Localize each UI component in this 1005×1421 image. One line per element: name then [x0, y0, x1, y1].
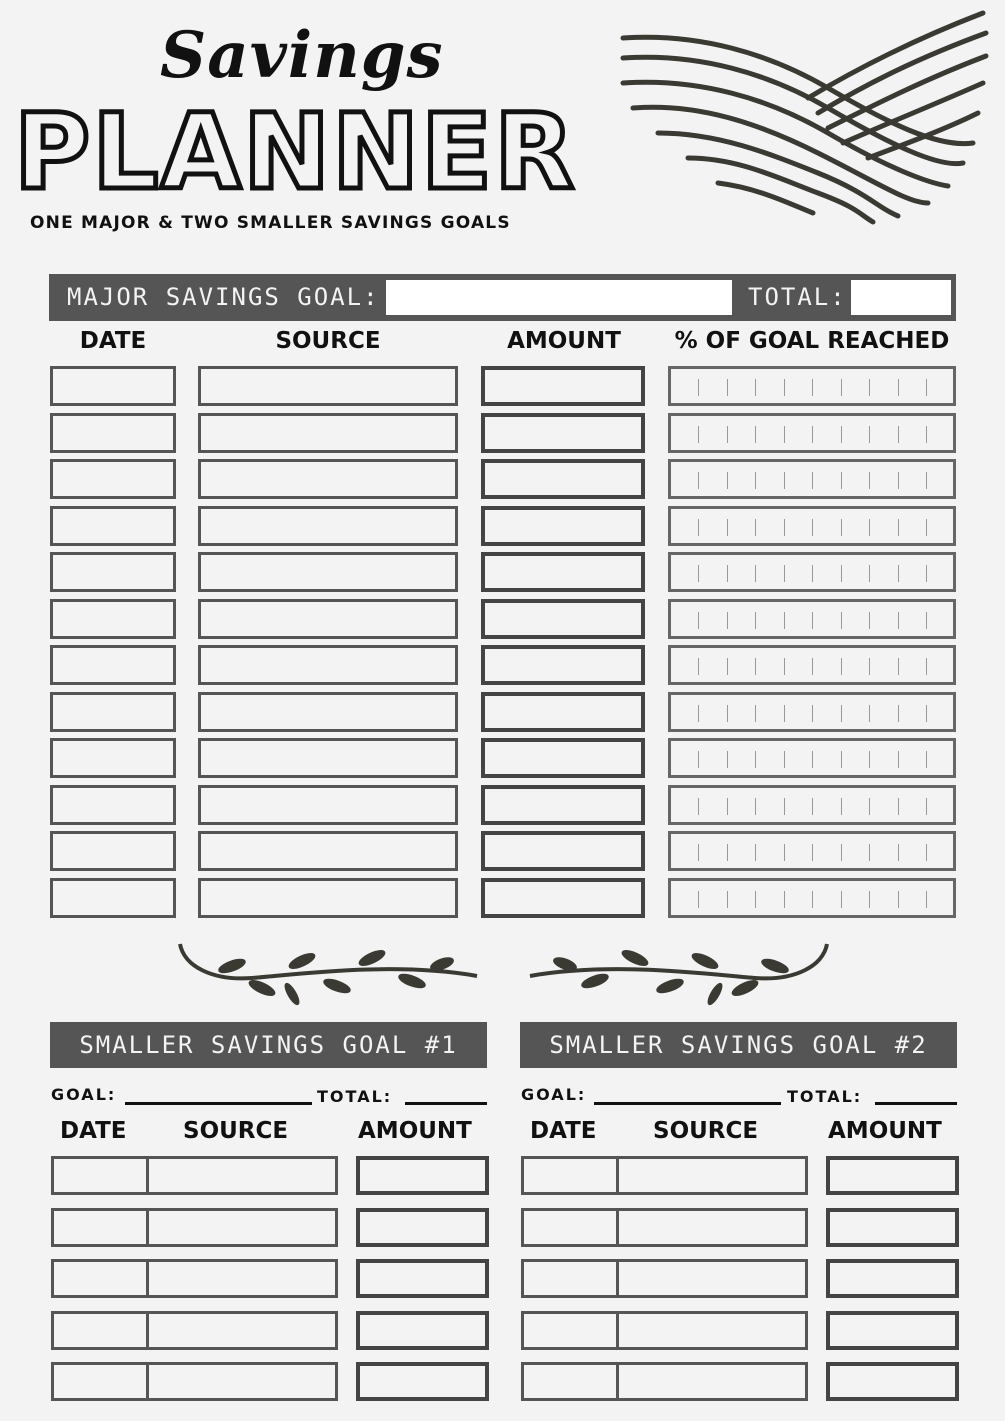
- percent-cell[interactable]: [668, 645, 956, 685]
- percent-tick: [841, 519, 842, 536]
- percent-tick: [812, 519, 813, 536]
- percent-tick: [784, 426, 785, 443]
- percent-tick: [698, 612, 699, 629]
- percent-cell[interactable]: [668, 459, 956, 499]
- source-cell[interactable]: [198, 738, 458, 778]
- date-cell[interactable]: [50, 506, 176, 546]
- amount-cell[interactable]: [481, 738, 645, 778]
- small-goal-2-total-label: TOTAL:: [787, 1087, 863, 1106]
- page-subtitle: ONE MAJOR & TWO SMALLER SAVINGS GOALS: [30, 213, 511, 233]
- amount-cell[interactable]: [481, 413, 645, 453]
- amount-cell[interactable]: [481, 645, 645, 685]
- date-cell[interactable]: [50, 738, 176, 778]
- percent-tick: [812, 426, 813, 443]
- small-goal-1-goal-label: GOAL:: [51, 1085, 117, 1104]
- percent-cell[interactable]: [668, 738, 956, 778]
- percent-tick: [784, 565, 785, 582]
- amount-cell[interactable]: [481, 785, 645, 825]
- col-percent: % OF GOAL REACHED: [674, 328, 950, 354]
- cell-divider: [616, 1159, 619, 1192]
- major-total-label: TOTAL:: [748, 283, 847, 311]
- percent-tick: [841, 844, 842, 861]
- percent-tick: [784, 519, 785, 536]
- percent-tick: [812, 472, 813, 489]
- percent-cell[interactable]: [668, 413, 956, 453]
- small-goal-2-bar: [520, 1022, 957, 1068]
- small-goal-1-col-source: SOURCE: [183, 1118, 289, 1144]
- date-cell[interactable]: [50, 692, 176, 732]
- small-goal-1-col-amount: AMOUNT: [358, 1118, 472, 1144]
- percent-tick: [841, 565, 842, 582]
- percent-tick: [784, 658, 785, 675]
- percent-cell[interactable]: [668, 785, 956, 825]
- percent-tick: [841, 751, 842, 768]
- percent-tick: [698, 379, 699, 396]
- percent-tick: [698, 565, 699, 582]
- percent-cell[interactable]: [668, 366, 956, 406]
- percent-cell[interactable]: [668, 599, 956, 639]
- date-source-cell[interactable]: [51, 1208, 338, 1247]
- source-cell[interactable]: [198, 459, 458, 499]
- percent-tick: [812, 658, 813, 675]
- percent-tick: [784, 472, 785, 489]
- percent-tick: [926, 844, 927, 861]
- percent-tick: [812, 612, 813, 629]
- amount-cell[interactable]: [481, 692, 645, 732]
- cell-divider: [616, 1211, 619, 1244]
- date-cell[interactable]: [50, 366, 176, 406]
- percent-tick: [841, 426, 842, 443]
- source-cell[interactable]: [198, 831, 458, 871]
- small-goal-1-total-line[interactable]: [405, 1102, 487, 1105]
- percent-tick: [812, 891, 813, 908]
- right-branch-icon: [525, 936, 835, 1006]
- percent-tick: [898, 658, 899, 675]
- percent-tick: [841, 891, 842, 908]
- percent-tick: [698, 426, 699, 443]
- percent-cell[interactable]: [668, 506, 956, 546]
- cell-divider: [146, 1314, 149, 1347]
- percent-tick: [698, 705, 699, 722]
- percent-tick: [698, 891, 699, 908]
- percent-tick: [869, 379, 870, 396]
- percent-tick: [784, 612, 785, 629]
- percent-tick: [727, 705, 728, 722]
- percent-tick: [926, 891, 927, 908]
- percent-tick: [869, 798, 870, 815]
- amount-cell[interactable]: [826, 1156, 959, 1195]
- percent-tick: [926, 798, 927, 815]
- percent-tick: [755, 891, 756, 908]
- percent-tick: [784, 891, 785, 908]
- amount-cell[interactable]: [826, 1208, 959, 1247]
- percent-tick: [698, 472, 699, 489]
- cell-divider: [616, 1365, 619, 1398]
- percent-tick: [727, 751, 728, 768]
- percent-cell[interactable]: [668, 552, 956, 592]
- amount-cell[interactable]: [481, 878, 645, 918]
- percent-tick: [898, 798, 899, 815]
- percent-tick: [727, 472, 728, 489]
- percent-tick: [784, 705, 785, 722]
- percent-tick: [926, 658, 927, 675]
- percent-tick: [841, 379, 842, 396]
- small-goal-2-col-amount: AMOUNT: [828, 1118, 942, 1144]
- amount-cell[interactable]: [481, 506, 645, 546]
- source-cell[interactable]: [198, 366, 458, 406]
- percent-tick: [926, 612, 927, 629]
- source-cell[interactable]: [198, 506, 458, 546]
- percent-tick: [869, 612, 870, 629]
- percent-tick: [755, 472, 756, 489]
- percent-tick: [698, 658, 699, 675]
- percent-tick: [869, 519, 870, 536]
- col-date: DATE: [79, 328, 147, 354]
- percent-tick: [869, 751, 870, 768]
- percent-tick: [926, 426, 927, 443]
- small-goal-2-col-source: SOURCE: [653, 1118, 759, 1144]
- amount-cell[interactable]: [826, 1362, 959, 1401]
- source-cell[interactable]: [198, 413, 458, 453]
- col-amount: AMOUNT: [507, 328, 621, 354]
- percent-tick: [869, 658, 870, 675]
- percent-tick: [755, 798, 756, 815]
- date-source-cell[interactable]: [521, 1362, 808, 1401]
- percent-tick: [926, 565, 927, 582]
- percent-tick: [755, 705, 756, 722]
- date-cell[interactable]: [50, 552, 176, 592]
- cell-divider: [146, 1262, 149, 1295]
- percent-tick: [841, 658, 842, 675]
- amount-cell[interactable]: [826, 1311, 959, 1350]
- percent-tick: [869, 472, 870, 489]
- amount-cell[interactable]: [481, 459, 645, 499]
- percent-tick: [755, 426, 756, 443]
- source-cell[interactable]: [198, 599, 458, 639]
- amount-cell[interactable]: [481, 366, 645, 406]
- source-cell[interactable]: [198, 785, 458, 825]
- percent-tick: [755, 519, 756, 536]
- percent-tick: [926, 472, 927, 489]
- small-goal-1-goal-line[interactable]: [125, 1102, 312, 1105]
- col-source: SOURCE: [275, 328, 381, 354]
- cell-divider: [616, 1314, 619, 1347]
- percent-tick: [812, 379, 813, 396]
- percent-tick: [698, 798, 699, 815]
- percent-tick: [755, 612, 756, 629]
- percent-tick: [898, 472, 899, 489]
- source-cell[interactable]: [198, 645, 458, 685]
- major-goal-field[interactable]: [386, 280, 732, 315]
- date-cell[interactable]: [50, 599, 176, 639]
- percent-tick: [898, 426, 899, 443]
- date-cell[interactable]: [50, 413, 176, 453]
- date-source-cell[interactable]: [51, 1311, 338, 1350]
- small-goal-2-heading: SMALLER SAVINGS GOAL #2: [549, 1031, 928, 1059]
- date-cell[interactable]: [50, 459, 176, 499]
- percent-tick: [812, 751, 813, 768]
- date-source-cell[interactable]: [51, 1156, 338, 1195]
- percent-tick: [869, 565, 870, 582]
- date-source-cell[interactable]: [51, 1259, 338, 1298]
- percent-tick: [869, 844, 870, 861]
- percent-tick: [898, 565, 899, 582]
- date-source-cell[interactable]: [521, 1259, 808, 1298]
- percent-tick: [727, 798, 728, 815]
- amount-cell[interactable]: [356, 1208, 489, 1247]
- source-cell[interactable]: [198, 692, 458, 732]
- percent-tick: [755, 751, 756, 768]
- amount-cell[interactable]: [481, 599, 645, 639]
- percent-tick: [755, 844, 756, 861]
- amount-cell[interactable]: [356, 1311, 489, 1350]
- percent-tick: [898, 379, 899, 396]
- percent-tick: [841, 705, 842, 722]
- percent-tick: [812, 565, 813, 582]
- percent-tick: [698, 844, 699, 861]
- small-goal-1-col-date: DATE: [60, 1118, 127, 1144]
- percent-tick: [841, 612, 842, 629]
- amount-cell[interactable]: [356, 1156, 489, 1195]
- date-cell[interactable]: [50, 831, 176, 871]
- percent-tick: [698, 519, 699, 536]
- small-goal-2-goal-label: GOAL:: [521, 1085, 587, 1104]
- percent-cell[interactable]: [668, 692, 956, 732]
- page-title: PLANNER: [14, 91, 577, 213]
- percent-tick: [812, 705, 813, 722]
- percent-tick: [812, 798, 813, 815]
- date-source-cell[interactable]: [521, 1311, 808, 1350]
- percent-tick: [869, 426, 870, 443]
- source-cell[interactable]: [198, 552, 458, 592]
- small-goal-2-col-date: DATE: [530, 1118, 597, 1144]
- percent-tick: [698, 751, 699, 768]
- amount-cell[interactable]: [481, 552, 645, 592]
- cell-divider: [146, 1211, 149, 1244]
- percent-tick: [727, 658, 728, 675]
- percent-tick: [898, 612, 899, 629]
- percent-tick: [727, 519, 728, 536]
- percent-tick: [898, 844, 899, 861]
- percent-tick: [898, 519, 899, 536]
- amount-cell[interactable]: [826, 1259, 959, 1298]
- percent-tick: [926, 751, 927, 768]
- major-goal-bar: [49, 274, 956, 321]
- percent-tick: [841, 472, 842, 489]
- date-source-cell[interactable]: [521, 1156, 808, 1195]
- small-goal-2-total-line[interactable]: [875, 1102, 957, 1105]
- cell-divider: [146, 1365, 149, 1398]
- percent-tick: [869, 891, 870, 908]
- date-source-cell[interactable]: [51, 1362, 338, 1401]
- small-goal-1-bar: [50, 1022, 487, 1068]
- percent-tick: [784, 844, 785, 861]
- left-branch-icon: [172, 936, 482, 1006]
- amount-cell[interactable]: [356, 1362, 489, 1401]
- source-cell[interactable]: [198, 878, 458, 918]
- amount-cell[interactable]: [481, 831, 645, 871]
- percent-tick: [784, 798, 785, 815]
- small-goal-1-total-label: TOTAL:: [317, 1087, 393, 1106]
- percent-tick: [727, 612, 728, 629]
- amount-cell[interactable]: [356, 1259, 489, 1298]
- date-cell[interactable]: [50, 785, 176, 825]
- percent-tick: [727, 565, 728, 582]
- percent-tick: [755, 658, 756, 675]
- date-cell[interactable]: [50, 645, 176, 685]
- waves-decoration: [618, 8, 990, 230]
- percent-tick: [784, 379, 785, 396]
- small-goal-2-goal-line[interactable]: [594, 1102, 781, 1105]
- percent-cell[interactable]: [668, 831, 956, 871]
- percent-cell[interactable]: [668, 878, 956, 918]
- percent-tick: [727, 379, 728, 396]
- percent-tick: [784, 751, 785, 768]
- small-goal-1-heading: SMALLER SAVINGS GOAL #1: [79, 1031, 458, 1059]
- percent-tick: [755, 565, 756, 582]
- percent-tick: [727, 426, 728, 443]
- major-total-field[interactable]: [851, 280, 951, 315]
- percent-tick: [898, 891, 899, 908]
- percent-tick: [898, 705, 899, 722]
- percent-tick: [727, 891, 728, 908]
- major-goal-label: MAJOR SAVINGS GOAL:: [67, 283, 380, 311]
- cell-divider: [146, 1159, 149, 1192]
- percent-tick: [898, 751, 899, 768]
- percent-tick: [812, 844, 813, 861]
- percent-tick: [755, 379, 756, 396]
- percent-tick: [926, 519, 927, 536]
- cell-divider: [616, 1262, 619, 1295]
- percent-tick: [727, 844, 728, 861]
- percent-tick: [926, 705, 927, 722]
- date-source-cell[interactable]: [521, 1208, 808, 1247]
- date-cell[interactable]: [50, 878, 176, 918]
- percent-tick: [926, 379, 927, 396]
- percent-tick: [841, 798, 842, 815]
- script-title: Savings: [160, 18, 444, 93]
- percent-tick: [869, 705, 870, 722]
